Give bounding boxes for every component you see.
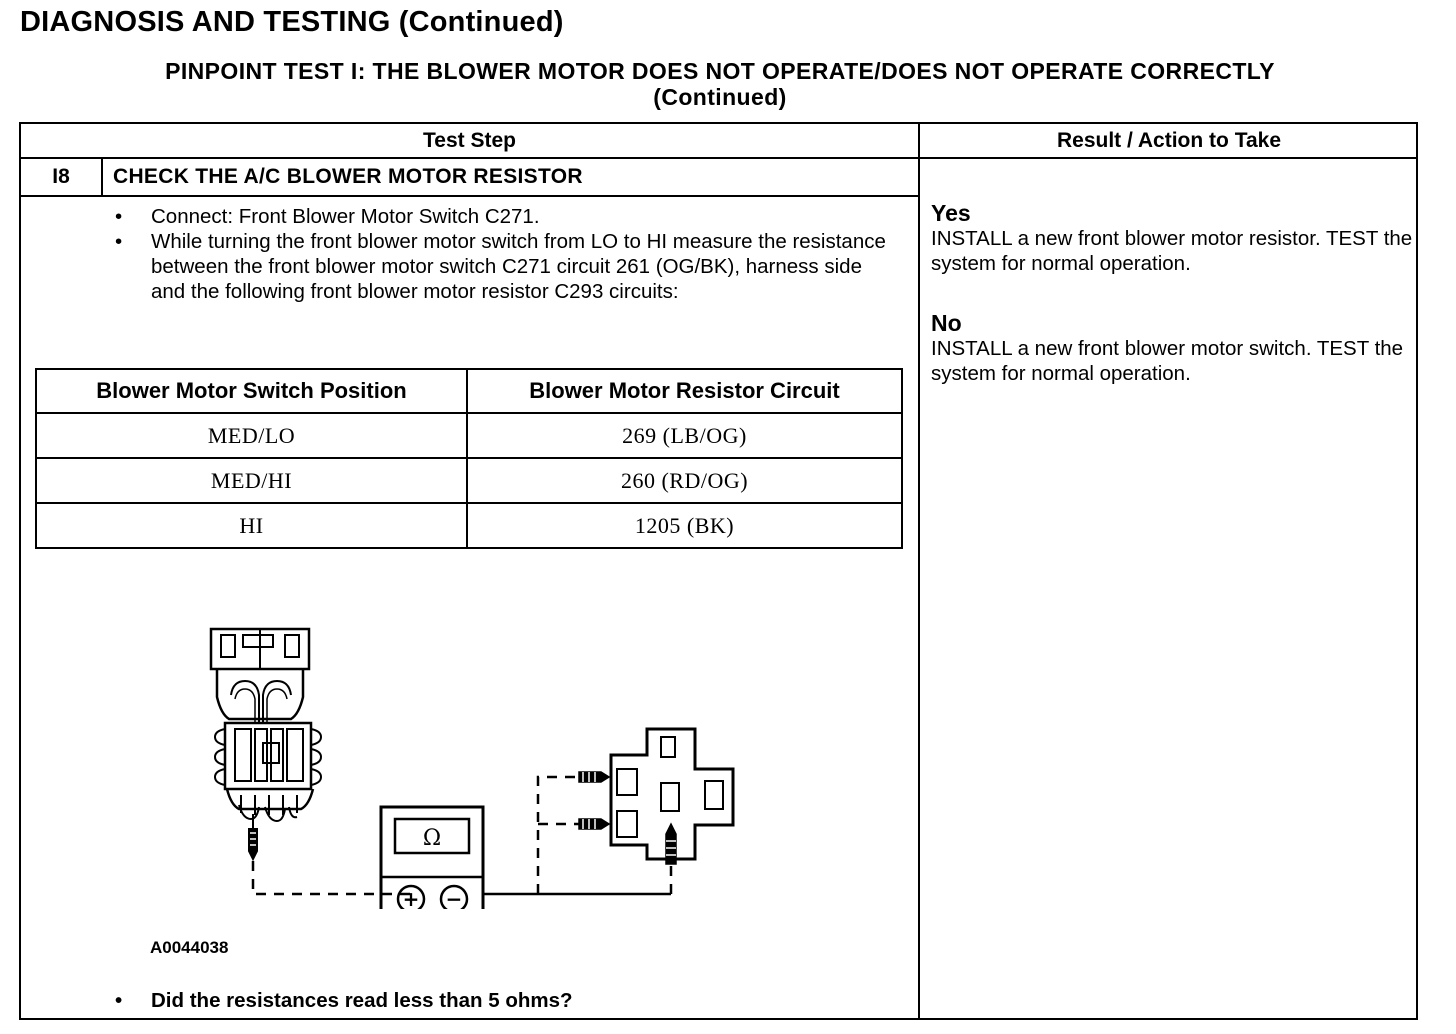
step-title-divider xyxy=(21,195,918,197)
table-row xyxy=(36,458,902,503)
table-header-row xyxy=(36,369,902,413)
result-no-label: No xyxy=(931,310,962,336)
plus-terminal-label: + xyxy=(402,887,420,909)
step-question: • Did the resistances read less than 5 ohms? xyxy=(109,988,573,1014)
result-yes-label: Yes xyxy=(931,200,971,226)
result-no xyxy=(931,310,1415,386)
resistance-table xyxy=(35,368,903,549)
result-yes-text: INSTALL a new front blower motor resistor. TEST the system for normal operation. xyxy=(931,227,1413,275)
table-header-resistor-circuit: Blower Motor Resistor Circuit xyxy=(467,369,902,413)
pinpoint-test-title xyxy=(20,58,1420,110)
instruction-list xyxy=(109,204,889,304)
table-cell: 269 (LB/OG) xyxy=(467,413,902,458)
table-cell: MED/LO xyxy=(36,413,467,458)
table-cell: 1205 (BK) xyxy=(467,503,902,548)
table-row xyxy=(36,413,902,458)
column-header-test-step: Test Step xyxy=(423,129,516,152)
step-number-divider xyxy=(101,159,103,197)
column-header-result: Result / Action to Take xyxy=(1056,129,1282,152)
table-header-switch-position: Blower Motor Switch Position xyxy=(36,369,467,413)
switch-probe xyxy=(249,814,257,859)
ohmmeter xyxy=(381,807,483,909)
table-cell: 260 (RD/OG) xyxy=(467,458,902,503)
column-divider xyxy=(918,124,920,1018)
table-cell: HI xyxy=(36,503,467,548)
pinpoint-test-title-line1: PINPOINT TEST I: THE BLOWER MOTOR DOES NOT OPERATE/DOES NOT OPERATE CORRECTLY xyxy=(165,58,1275,84)
step-title: CHECK THE A/C BLOWER MOTOR RESISTOR xyxy=(113,165,583,188)
page-header: DIAGNOSIS AND TESTING (Continued) xyxy=(20,6,564,38)
minus-terminal-label: − xyxy=(445,887,463,909)
pinpoint-test-title-line2: (Continued) xyxy=(653,84,787,110)
pinpoint-test-table xyxy=(19,122,1418,1020)
result-no-text: INSTALL a new front blower motor switch. TEST the system for normal operation. xyxy=(931,337,1404,385)
step-number: I8 xyxy=(52,165,70,188)
figure-id: A0044038 xyxy=(150,938,229,957)
ohm-symbol: Ω xyxy=(422,826,442,851)
result-yes xyxy=(931,200,1415,276)
blower-switch-connector-illustration xyxy=(211,629,321,821)
table-row xyxy=(36,503,902,548)
instruction-item: • Connect: Front Blower Motor Switch C271. xyxy=(109,204,889,229)
wiring-diagram xyxy=(181,619,741,909)
instruction-item: • While turning the front blower motor switch from LO to HI measure the resistance between the front blower motor switch C271 circuit 261 (OG/BK), harness side and the following front blower motor resistor C293 circuits: xyxy=(109,229,889,304)
table-cell: MED/HI xyxy=(36,458,467,503)
